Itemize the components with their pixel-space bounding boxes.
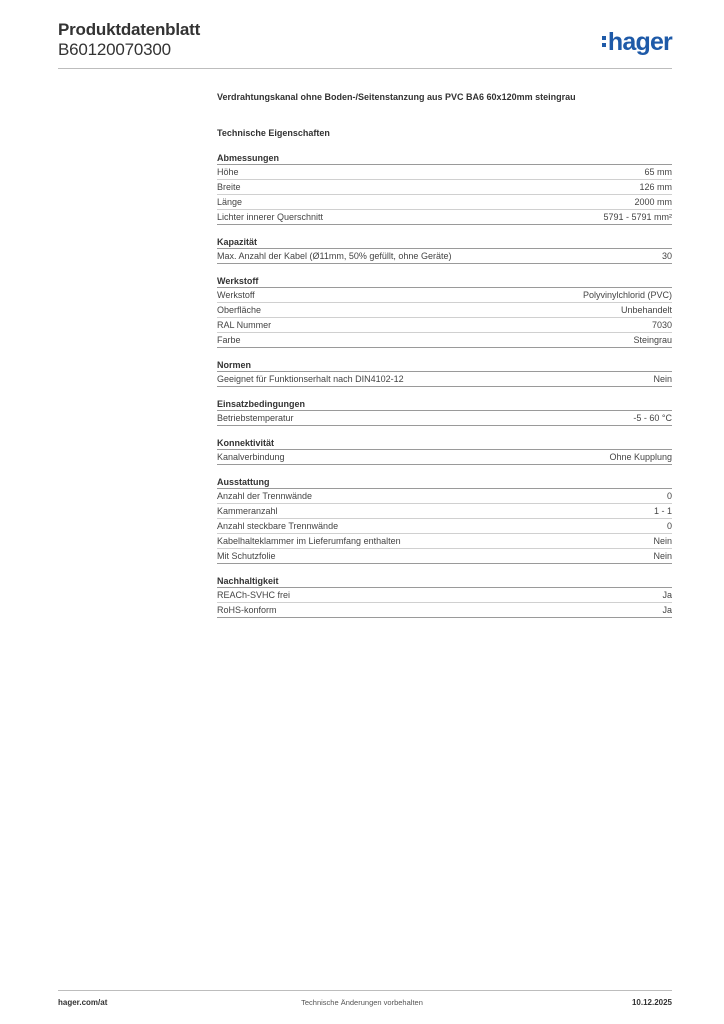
property-label: Oberfläche xyxy=(217,305,262,315)
property-label: Anzahl der Trennwände xyxy=(217,491,313,501)
property-value: Ja xyxy=(662,605,672,615)
group-title: Abmessungen xyxy=(217,152,672,165)
property-row xyxy=(217,549,672,564)
property-value: -5 - 60 °C xyxy=(633,413,672,423)
group-title: Nachhaltigkeit xyxy=(217,575,672,588)
property-label: Farbe xyxy=(217,335,241,345)
property-label: Länge xyxy=(217,197,243,207)
property-group xyxy=(217,275,672,348)
property-row xyxy=(217,210,672,225)
property-row xyxy=(217,333,672,348)
property-value: Ohne Kupplung xyxy=(609,452,672,462)
property-group xyxy=(217,152,672,225)
property-label: Höhe xyxy=(217,167,239,177)
property-value: Unbehandelt xyxy=(620,305,672,315)
property-group xyxy=(217,236,672,264)
group-title: Konnektivität xyxy=(217,437,672,450)
property-label: Lichter innerer Querschnitt xyxy=(217,212,324,222)
property-value: Polyvinylchlorid (PVC) xyxy=(582,290,672,300)
property-value: 7030 xyxy=(651,320,672,330)
property-value: Nein xyxy=(653,551,672,561)
product-code: B60120070300 xyxy=(58,40,171,59)
property-label: Mit Schutzfolie xyxy=(217,551,276,561)
property-value: Steingrau xyxy=(633,335,672,345)
property-row xyxy=(217,303,672,318)
logo-text: hager xyxy=(607,28,672,56)
property-value: 5791 - 5791 mm² xyxy=(603,212,672,222)
group-title: Werkstoff xyxy=(217,275,672,288)
property-group xyxy=(217,398,672,426)
property-value: 126 mm xyxy=(639,182,672,192)
property-row xyxy=(217,180,672,195)
property-value: 30 xyxy=(661,251,672,261)
header-divider xyxy=(58,68,672,69)
property-label: Betriebstemperatur xyxy=(217,413,294,423)
document-title: Produktdatenblatt xyxy=(58,20,201,39)
property-row xyxy=(217,603,672,618)
property-value: Ja xyxy=(662,590,672,600)
datasheet-content xyxy=(217,92,672,629)
group-title: Kapazität xyxy=(217,236,672,249)
property-row xyxy=(217,504,672,519)
property-row xyxy=(217,534,672,549)
footer-divider xyxy=(58,990,672,991)
property-value: Nein xyxy=(653,536,672,546)
property-label: Werkstoff xyxy=(217,290,255,300)
property-row xyxy=(217,372,672,387)
property-row xyxy=(217,519,672,534)
property-label: Kammeranzahl xyxy=(217,506,278,516)
footer-date: 10.12.2025 xyxy=(631,998,672,1007)
property-label: Kanalverbindung xyxy=(217,452,285,462)
property-value: 1 - 1 xyxy=(653,506,672,516)
property-group xyxy=(217,359,672,387)
property-value: 2000 mm xyxy=(634,197,672,207)
property-value: Nein xyxy=(653,374,672,384)
property-row xyxy=(217,411,672,426)
footer-disclaimer: Technische Änderungen vorbehalten xyxy=(301,998,423,1007)
property-value: 0 xyxy=(666,521,672,531)
property-row xyxy=(217,249,672,264)
property-group xyxy=(217,476,672,564)
property-row xyxy=(217,195,672,210)
property-label: Kabelhalteklammer im Lieferumfang enthalten xyxy=(217,536,401,546)
property-label: REACh-SVHC frei xyxy=(217,590,291,600)
property-label: Max. Anzahl der Kabel (Ø11mm, 50% gefüllt, ohne Geräte) xyxy=(217,251,452,261)
property-row xyxy=(217,450,672,465)
group-title: Einsatzbedingungen xyxy=(217,398,672,411)
property-label: Geeignet für Funktionserhalt nach DIN4102-12 xyxy=(217,374,404,384)
group-title: Normen xyxy=(217,359,672,372)
property-label: RAL Nummer xyxy=(217,320,272,330)
footer-website-link[interactable]: hager.com/at xyxy=(58,998,108,1007)
property-value: 0 xyxy=(666,491,672,501)
property-row xyxy=(217,165,672,180)
hager-logo xyxy=(602,28,672,57)
property-value: 65 mm xyxy=(644,167,672,177)
logo-dots-icon xyxy=(602,33,606,50)
product-title: Verdrahtungskanal ohne Boden-/Seitenstanzung aus PVC BA6 60x120mm steingrau xyxy=(217,92,576,102)
property-row xyxy=(217,318,672,333)
property-groups xyxy=(217,152,672,618)
group-title: Ausstattung xyxy=(217,476,672,489)
property-row xyxy=(217,288,672,303)
property-group xyxy=(217,575,672,618)
property-label: RoHS-konform xyxy=(217,605,277,615)
property-row xyxy=(217,588,672,603)
section-heading: Technische Eigenschaften xyxy=(217,128,330,138)
property-label: Breite xyxy=(217,182,241,192)
property-row xyxy=(217,489,672,504)
property-group xyxy=(217,437,672,465)
property-label: Anzahl steckbare Trennwände xyxy=(217,521,339,531)
